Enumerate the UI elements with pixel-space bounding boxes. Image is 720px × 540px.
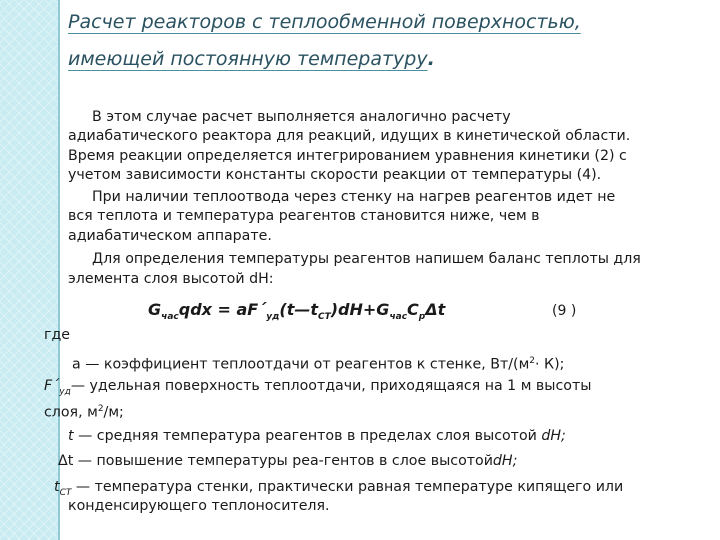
para1-line1: В этом случае расчет выполняется аналогично расчету — [92, 109, 511, 125]
def-a — [72, 352, 564, 375]
title-line-2: имеющей постоянную температуру — [68, 48, 428, 70]
def-dt-end: dH; — [492, 453, 518, 469]
def-f-text2: слоя, м — [44, 404, 98, 421]
def-tct-sub: CT — [59, 487, 72, 498]
def-t-end: dH; — [541, 428, 566, 444]
formula-sub: CT — [317, 312, 331, 323]
def-f-sub: уд — [59, 386, 71, 397]
para2-line2: вся теплота и температура реагентов становится ниже, чем в — [68, 208, 540, 224]
where-label: где — [44, 327, 70, 343]
def-a-end: · К); — [535, 356, 565, 373]
def-dt-text: — повышение температуры реа-гентов в слое высотой — [73, 453, 493, 469]
def-tct-symbol: t — [54, 479, 60, 495]
para2-line3: адиабатическом аппарате. — [68, 228, 272, 244]
def-a-text: a — коэффициент теплоотдачи от реагентов к стенке, Вт/(м — [72, 356, 530, 373]
formula-part: )dH+G — [330, 300, 390, 319]
para1-line3: Время реакции определяется интегрированием уравнения кинетики (2) с — [68, 148, 627, 164]
def-f-text: — удельная поверхность теплоотдачи, приходящаяся на 1 м высоты — [70, 378, 592, 394]
title-period: . — [427, 48, 435, 70]
heat-balance-formula — [148, 300, 445, 328]
def-dt — [58, 452, 517, 472]
slide-title — [68, 4, 708, 78]
def-tct-text: — температура стенки, практически равная температуре кипящего или — [71, 479, 624, 495]
def-f-line2 — [44, 400, 124, 423]
para1-line2: адиабатического реактора для реакций, идущих в кинетической области. — [68, 128, 631, 144]
formula-sub: час — [161, 312, 179, 323]
def-t-symbol: t — [68, 428, 74, 444]
def-f-sup: 2 — [97, 404, 104, 414]
def-f-text2-end: /м; — [103, 404, 124, 421]
para3-line2: элемента слоя высотой dH: — [68, 271, 274, 287]
formula-number: (9 ) — [552, 303, 577, 319]
formula-part: C — [407, 300, 419, 319]
para2-line1: При наличии теплоотвода через стенку на нагрев реагентов идет не — [92, 189, 616, 205]
para1-line4: учетом зависимости константы скорости реакции от температуры (4). — [68, 167, 602, 183]
def-f-symbol: F´ — [44, 378, 60, 394]
def-f-line1 — [44, 377, 591, 402]
formula-part: Δt — [425, 300, 446, 319]
formula-sub: час — [389, 312, 408, 323]
def-dt-symbol: Δt — [58, 453, 74, 469]
title-line-1: Расчет реакторов с теплообменной поверхностью, — [68, 11, 581, 33]
decorative-side-band — [0, 0, 58, 540]
formula-part: G — [148, 300, 162, 319]
para3-line1: Для определения температуры реагентов напишем баланс теплоты для — [92, 251, 641, 267]
formula-part: qdx = aF´ — [178, 300, 267, 319]
formula-sub: уд — [266, 312, 280, 323]
formula-part: (t—t — [279, 300, 318, 319]
formula-sub: p — [418, 312, 426, 323]
def-tct-line2: конденсирующего теплоносителя. — [68, 498, 330, 514]
def-t-text: — средняя температура реагентов в пределах слоя высотой — [73, 428, 542, 444]
def-t — [68, 427, 566, 447]
def-a-sup: 2 — [529, 356, 536, 366]
